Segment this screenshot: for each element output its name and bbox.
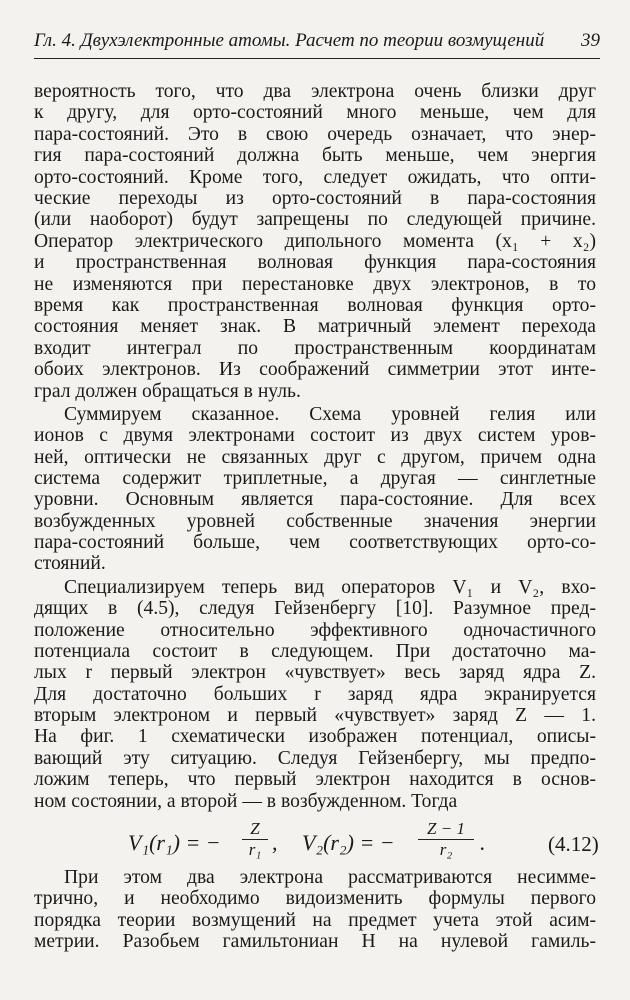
text-line: уровни. Основным является пара-состояние. Для всех	[34, 489, 596, 511]
equation-lhs-2: V₂(r₂) = −	[302, 830, 395, 856]
text-line: грал должен обращаться в нуль.	[34, 380, 301, 402]
equation-separator: ,	[272, 830, 278, 856]
text-line: стояний.	[34, 553, 106, 575]
text-line: метрии. Разобьем гамильтониан H на нулевой гамиль-	[34, 931, 596, 953]
text-line: (или наоборот) будут запрещены по следующей причине.	[34, 209, 596, 231]
page-number: 39	[581, 30, 600, 51]
text-line: ческие переходы из орто-состояний в пара-состояния	[34, 188, 596, 209]
equation-4-12	[0, 820, 630, 870]
text-line: вающий эту ситуацию. Следуя Гейзенбергу, мы предпо-	[34, 747, 596, 769]
text-line: не изменяются при перестановке двух электронов, в то	[34, 273, 596, 295]
text-line: вторым электроном и первый «чувствует» заряд Z — 1.	[34, 705, 596, 727]
fraction-2-denominator: r₂	[439, 840, 453, 860]
equation-number: (4.12)	[548, 832, 599, 857]
text-line: пара-состояний больше, чем соответствующих орто-со-	[34, 532, 596, 554]
text-line: порядка теории возмущений на предмет учета этой асим-	[34, 909, 596, 931]
equation-end: .	[480, 830, 486, 856]
text-line: дящих в (4.5), следуя Гейзенбергу [10]. Разумное пред-	[34, 598, 596, 620]
text-line: положение относительно эффективного одночастичного	[34, 619, 596, 641]
text-line: система содержит триплетные, а другая — синглетные	[34, 467, 596, 489]
text-line: орто-состояний. Кроме того, следует ожидать, что опти-	[34, 166, 596, 188]
text-line: ложим теперь, что первый электрон находится в основ-	[34, 769, 596, 791]
text-line: Для достаточно больших r заряд ядра экранируется	[34, 683, 596, 705]
text-line: и пространственная волновая функция пара-состояния	[34, 252, 596, 274]
text-line: трично, и необходимо видоизменить формулы первого	[34, 888, 596, 910]
text-line: гия пара-состояний должна быть меньше, чем энергия	[34, 145, 596, 167]
text-line: обоих электронов. Из соображений симметрии этот инте-	[34, 359, 596, 381]
text-line: Оператор электрического дипольного момента (x₁ + x₂)	[34, 230, 596, 252]
fraction-2-numerator: Z − 1	[427, 819, 465, 839]
running-header	[34, 28, 600, 59]
text-line: время как пространственная волновая функция орто-	[34, 294, 596, 316]
text-line: Суммируем сказанное. Схема уровней гелия или	[64, 403, 596, 425]
text-line: ном состоянии, а второй — в возбужденном. Тогда	[34, 790, 458, 812]
text-line: потенциала состоит в следующем. При достаточно ма-	[34, 640, 596, 662]
text-line: На фиг. 1 схематически изображен потенциал, описы-	[34, 726, 596, 748]
text-line: возбужденных уровней собственные значения энергии	[34, 510, 596, 532]
text-line: вероятность того, что два электрона очень близки друг	[34, 81, 596, 103]
fraction-2	[418, 820, 474, 859]
text-line: Специализируем теперь вид операторов V₁ и V₂, вхо-	[64, 576, 596, 598]
text-line: входит интеграл по пространственным координатам	[34, 337, 596, 359]
text-line: ней, оптически не связанных друг с другом, причем одна	[34, 446, 596, 468]
text-line: лых r первый электрон «чувствует» весь заряд ядра Z.	[34, 662, 596, 684]
text-line: к другу, для орто-состояний много меньше, чем для	[34, 102, 596, 124]
fraction-1-numerator: Z	[250, 819, 260, 839]
text-line: ионов с двумя электронами состоит из двух систем уров-	[34, 425, 596, 447]
text-line: пара-состояний. Это в свою очередь означает, что энер-	[34, 123, 596, 145]
text-line: При этом два электрона рассматриваются несимме-	[64, 866, 596, 888]
fraction-1-denominator: r₁	[248, 840, 262, 860]
text-line: состояния меняет знак. В матричный элемент перехода	[34, 316, 596, 338]
equation-lhs-1: V₁(r₁) = −	[128, 830, 221, 856]
chapter-title: Гл. 4. Двухэлектронные атомы. Расчет по теории возмущений	[34, 30, 545, 51]
fraction-1	[242, 820, 268, 859]
